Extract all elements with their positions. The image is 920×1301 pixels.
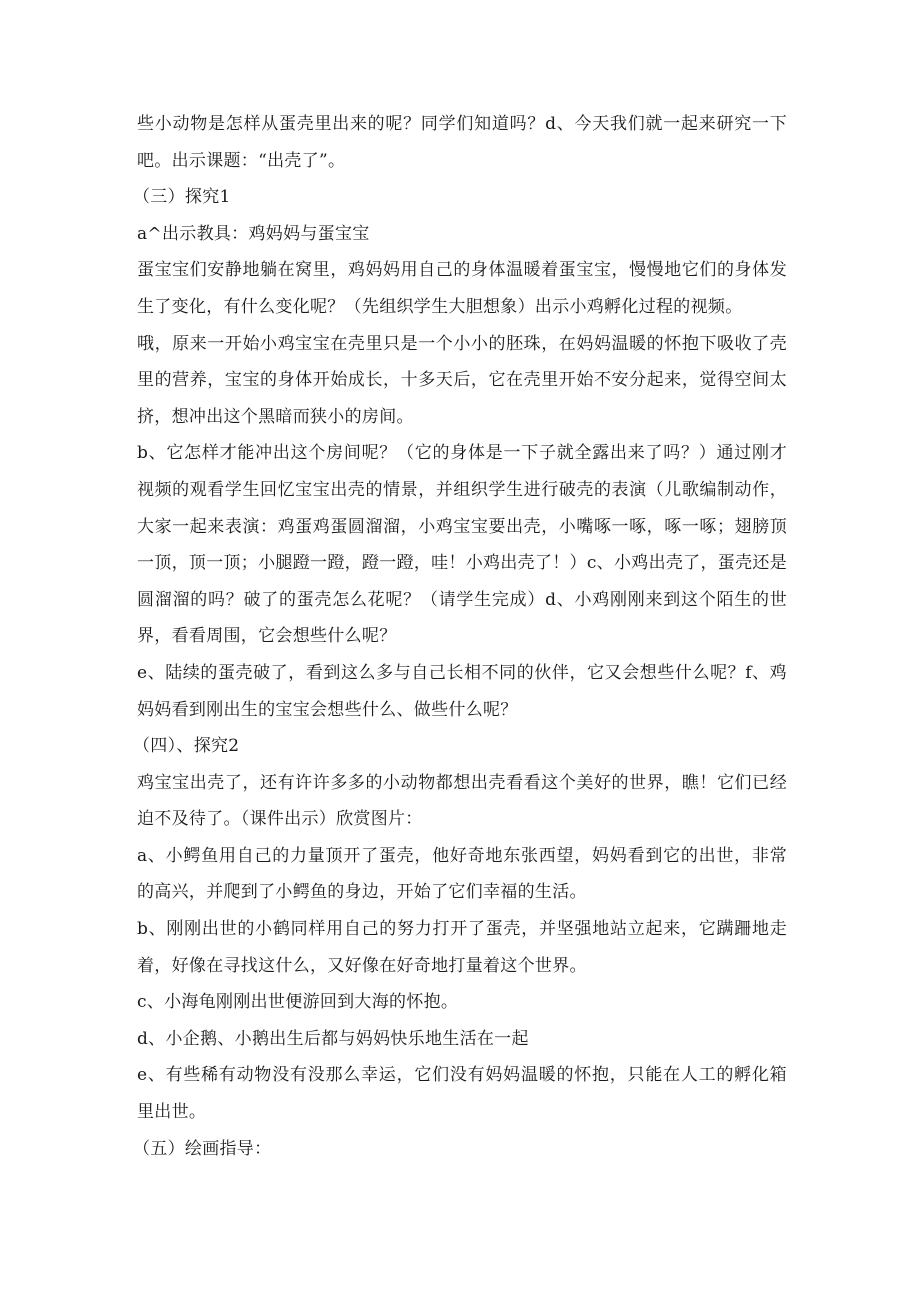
paragraph-mother-hen: e、陆续的蛋壳破了，看到这么多与自己长相不同的伙伴，它又会想些什么呢？f、鸡妈妈看到刚出生的宝宝会想些什么、做些什么呢？ [137,662,787,720]
paragraph-crane: b、刚刚出世的小鹤同样用自己的努力打开了蛋壳，并坚强地站立起来，它蹒跚地走着，好像在寻找这什么，又好像在好奇地打量着这个世界。 [137,919,787,976]
paragraph-teaching-aid: a^出示教具：鸡妈妈与蛋宝宝 [137,223,370,244]
paragraph-hatching-performance: b、它怎样才能冲出这个房间呢？（它的身体是一下子就全露出来了吗？）通过刚才视频的观看学生回忆宝宝出壳的情景，并组织学生进行破壳的表演（儿歌编制动作，大家一起来表演：鸡蛋鸡蛋圆溜溜，小鸡宝宝要出壳，小嘴啄一啄，啄一啄；翅膀顶一顶，顶一顶；小腿蹬一蹬，蹬一蹬，哇！小鸡出壳了！）c、小鸡出壳了，蛋壳还是圆溜溜的吗？破了的蛋壳怎么花呢？（请学生完成）d、小鸡刚刚来到这个陌生的世界，看看周围，它会想些什么呢？ [137,443,787,647]
section-heading-explore-1: （三）探究1 [133,187,231,208]
paragraph-other-animals: 鸡宝宝出壳了，还有许许多多的小动物都想出壳看看这个美好的世界，瞧！它们已经迫不及待了。（课件出示）欣赏图片： [137,772,787,830]
paragraph-intro-question: 些小动物是怎样从蛋壳里出来的呢？同学们知道吗？d、今天我们就一起来研究一下吧。出示课题：“出壳了”。 [137,114,787,171]
paragraph-embryo-growth: 哦，原来一开始小鸡宝宝在壳里只是一个小小的胚珠，在妈妈温暖的怀抱下吸收了壳里的营养，宝宝的身体开始成长，十多天后，它在壳里开始不安分起来，觉得空间太挤，想冲出这个黑暗而狭小的房间。 [137,333,787,427]
paragraph-eggs-in-nest: 蛋宝宝们安静地躺在窝里，鸡妈妈用自己的身体温暖着蛋宝宝，慢慢地它们的身体发生了变化，有什么变化呢？（先组织学生大胆想象）出示小鸡孵化过程的视频。 [137,260,787,317]
paragraph-rare-animals: e、有些稀有动物没有没那么幸运，它们没有妈妈温暖的怀抱，只能在人工的孵化箱里出世。 [137,1065,787,1123]
paragraph-penguin-goose: d、小企鹅、小鹅出生后都与妈妈快乐地生活在一起 [137,1028,529,1049]
section-heading-drawing-guide: （五）绘画指导： [133,1138,272,1159]
paragraph-crocodile: a、小鳄鱼用自己的力量顶开了蛋壳，他好奇地东张西望，妈妈看到它的出世，非常的高兴，并爬到了小鳄鱼的身边，开始了它们幸福的生活。 [137,845,787,903]
paragraph-sea-turtle: c、小海龟刚刚出世便游回到大海的怀抱。 [137,992,459,1013]
document-body [133,106,787,1167]
section-heading-explore-2: （四）、探究2 [133,736,240,757]
